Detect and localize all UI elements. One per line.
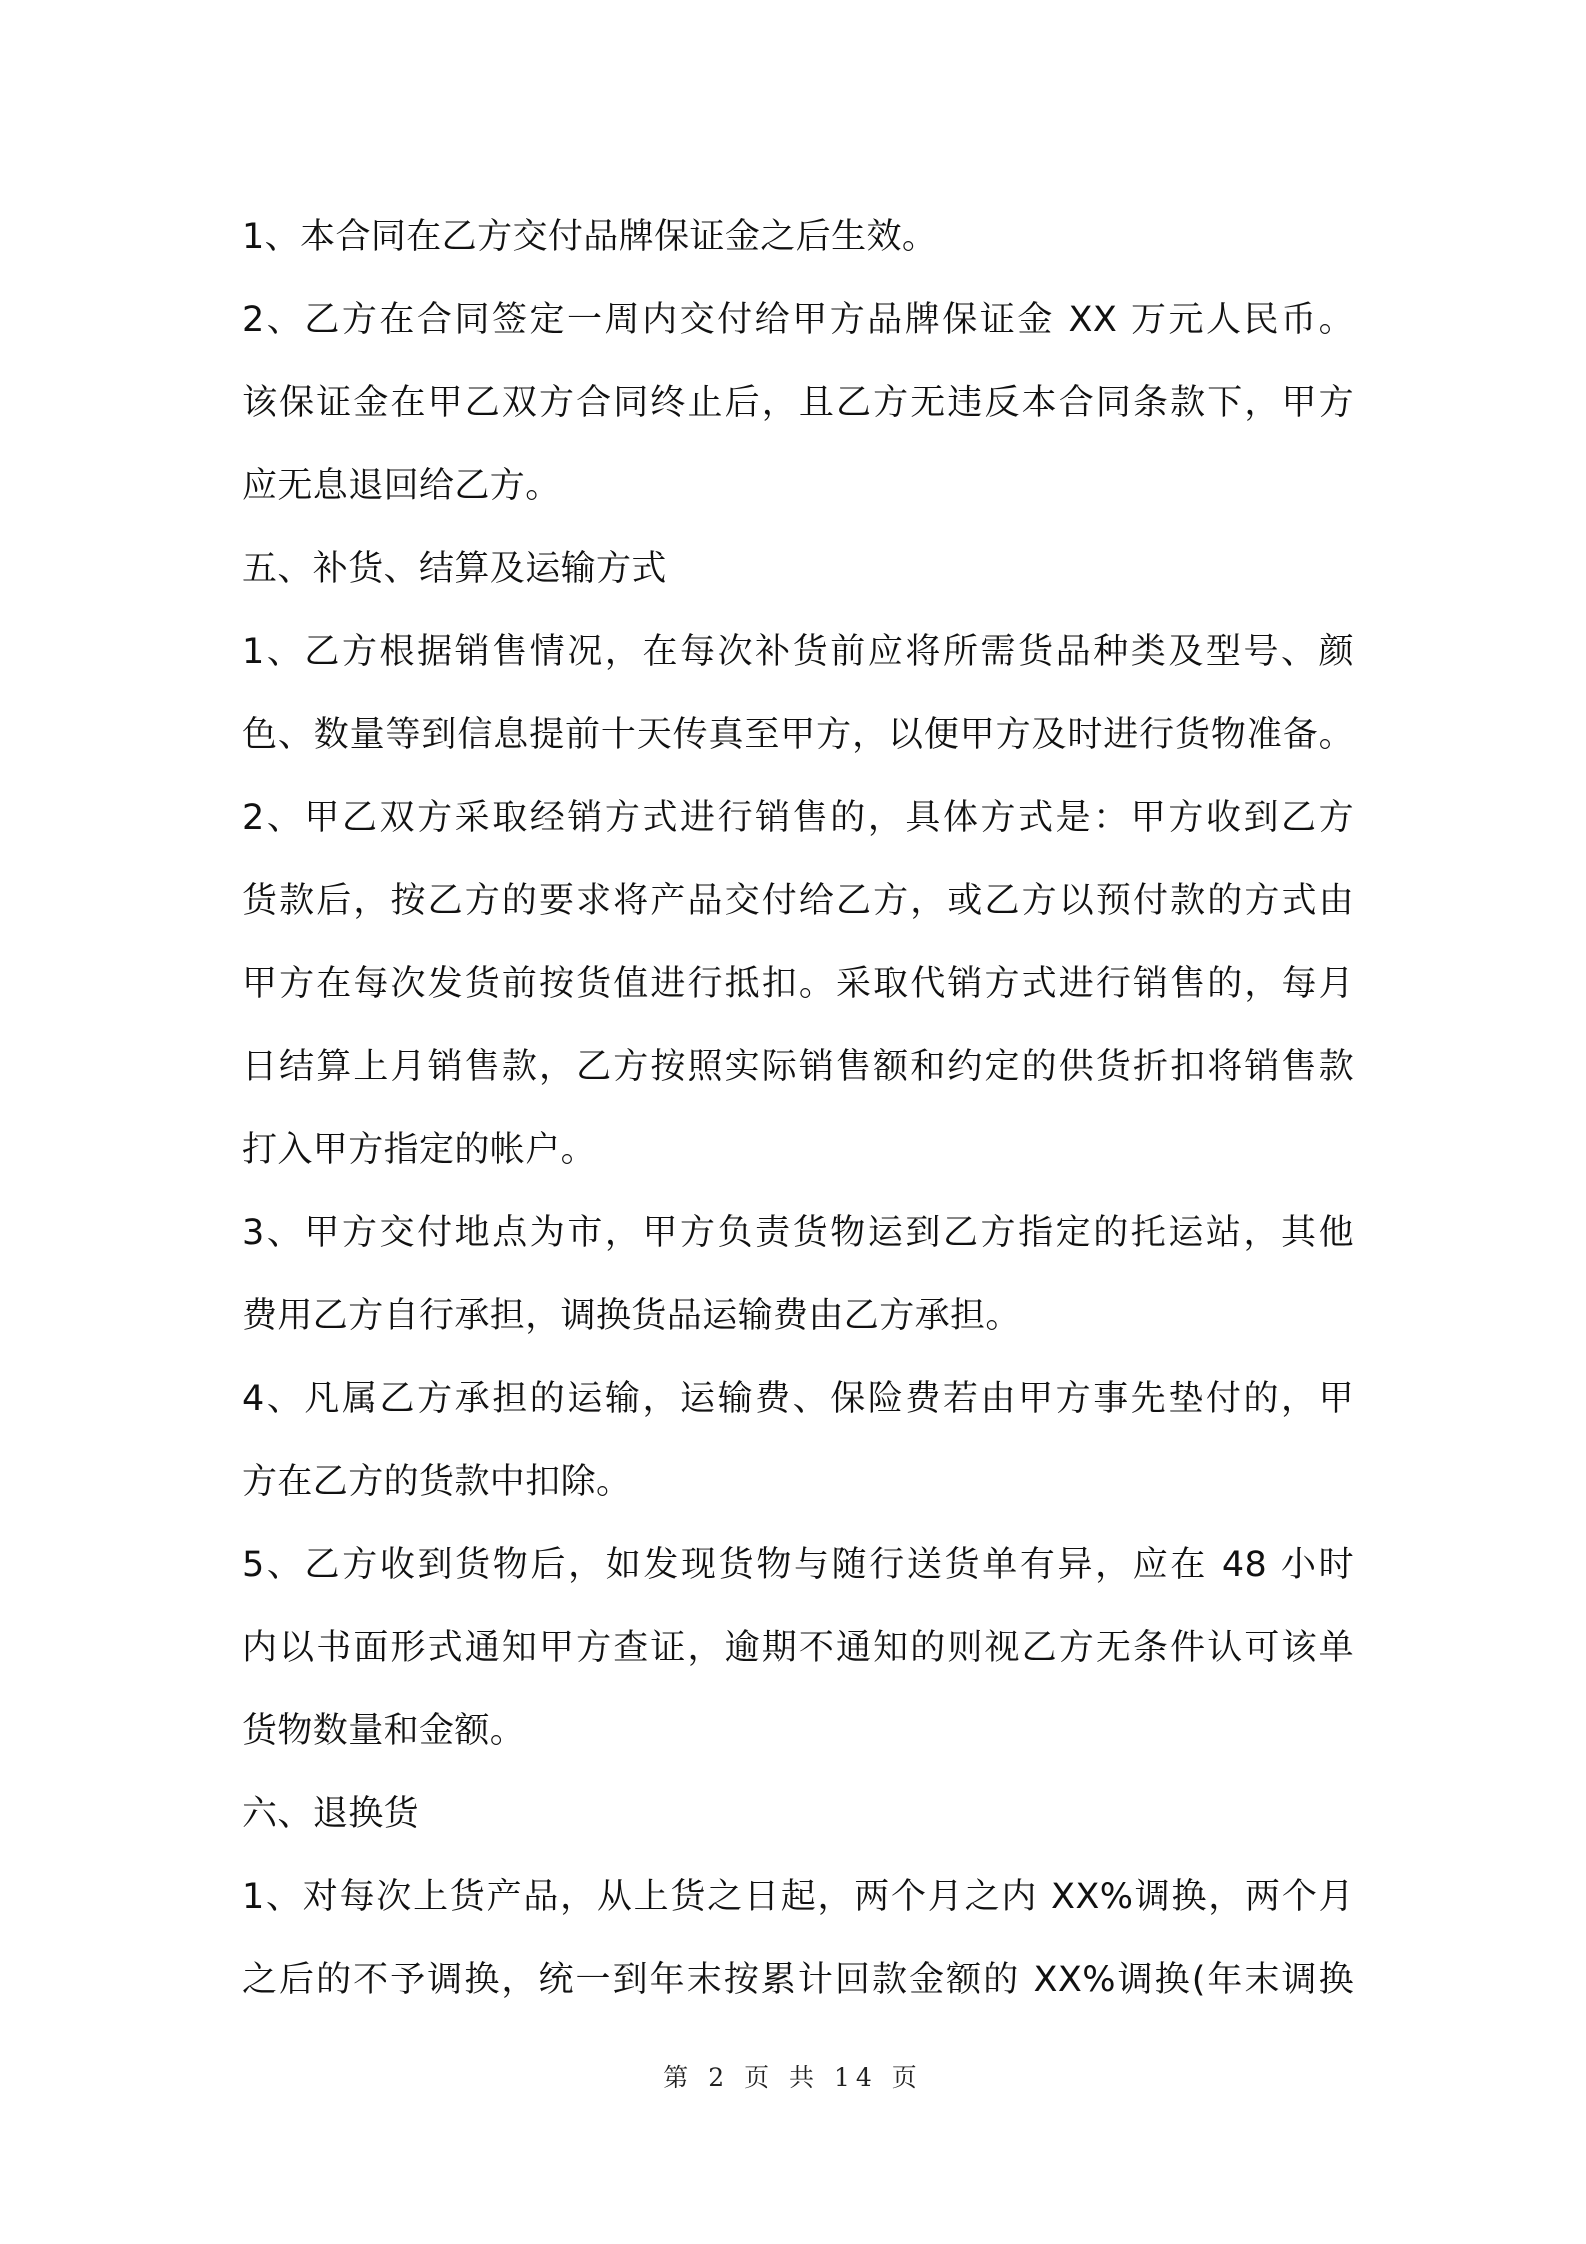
- text-line: 应无息退回给乙方。: [242, 466, 561, 506]
- text-line: 1、乙方根据销售情况，在每次补货前应将所需货品种类及型号、颜: [242, 632, 1354, 672]
- text-line: 之后的不予调换，统一到年末按累计回款金额的 XX%调换(年末调换: [242, 1960, 1354, 2000]
- section-heading: 六、退换货: [242, 1794, 420, 1834]
- text-line: 2、乙方在合同签定一周内交付给甲方品牌保证金 XX 万元人民币。: [242, 300, 1354, 340]
- text-line: 日结算上月销售款，乙方按照实际销售额和约定的供货折扣将销售款: [242, 1047, 1354, 1087]
- text-line: 费用乙方自行承担，调换货品运输费由乙方承担。: [242, 1296, 1021, 1336]
- text-line: 1、本合同在乙方交付品牌保证金之后生效。: [242, 217, 938, 257]
- text-line: 该保证金在甲乙双方合同终止后，且乙方无违反本合同条款下，甲方: [242, 383, 1354, 423]
- text-line: 方在乙方的货款中扣除。: [242, 1462, 632, 1502]
- text-line: 4、凡属乙方承担的运输，运输费、保险费若由甲方事先垫付的，甲: [242, 1379, 1354, 1419]
- text-line: 5、乙方收到货物后，如发现货物与随行送货单有异，应在 48 小时: [242, 1545, 1354, 1585]
- section-heading: 五、补货、结算及运输方式: [242, 549, 667, 589]
- text-line: 1、对每次上货产品，从上货之日起，两个月之内 XX%调换，两个月: [242, 1877, 1354, 1917]
- page-number: 第 2 页 共 14 页: [663, 2063, 923, 2092]
- text-line: 货物数量和金额。: [242, 1711, 526, 1751]
- text-line: 货款后，按乙方的要求将产品交付给乙方，或乙方以预付款的方式由: [242, 881, 1354, 921]
- text-line: 2、甲乙双方采取经销方式进行销售的，具体方式是：甲方收到乙方: [242, 798, 1354, 838]
- text-line: 3、甲方交付地点为市，甲方负责货物运到乙方指定的托运站，其他: [242, 1213, 1354, 1253]
- text-line: 内以书面形式通知甲方查证，逾期不通知的则视乙方无条件认可该单: [242, 1628, 1354, 1668]
- document-body: [242, 196, 1354, 2022]
- text-line: 色、数量等到信息提前十天传真至甲方，以便甲方及时进行货物准备。: [242, 715, 1354, 755]
- text-line: 打入甲方指定的帐户。: [242, 1130, 597, 1170]
- text-line: 甲方在每次发货前按货值进行抵扣。采取代销方式进行销售的，每月: [242, 964, 1354, 1004]
